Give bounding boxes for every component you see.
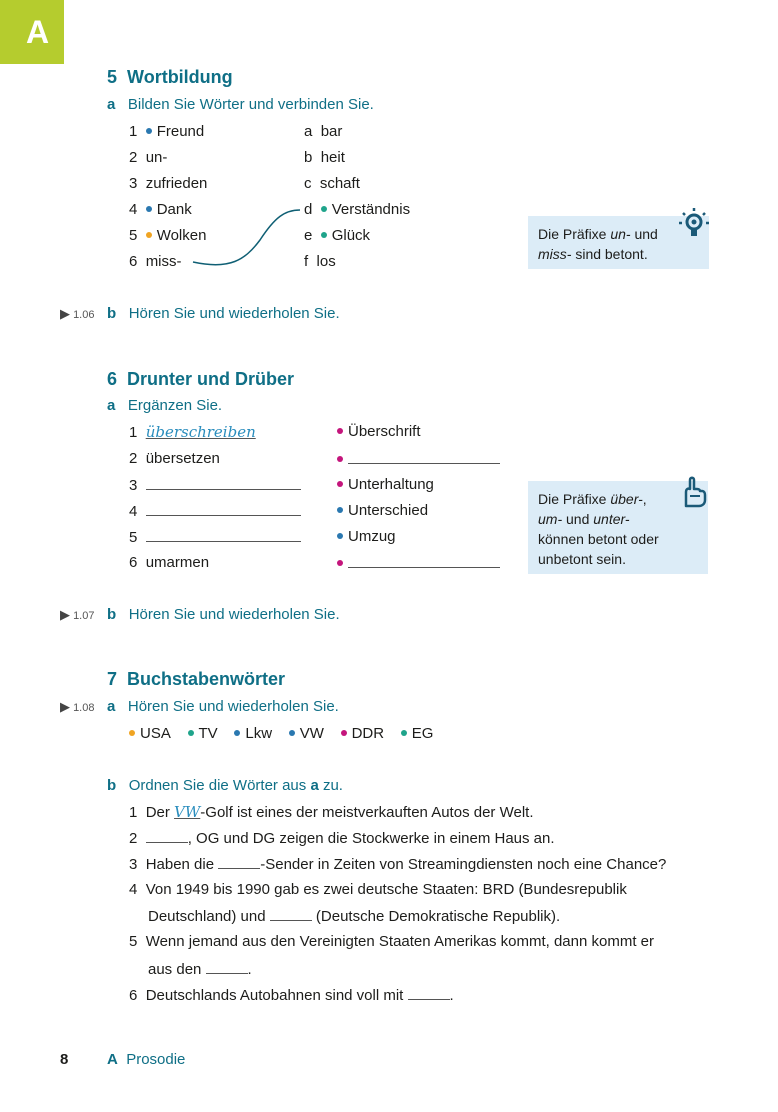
blank-line[interactable] (146, 829, 188, 843)
blue-dot-icon (146, 206, 152, 212)
list-item (129, 554, 209, 571)
sentence-text: aus den (148, 961, 206, 978)
sentence-text: Der (145, 804, 175, 821)
blank-line[interactable] (146, 528, 301, 542)
magenta-dot-icon (341, 730, 347, 736)
blank-line[interactable] (146, 502, 301, 516)
item-text: übersetzen (145, 450, 220, 467)
sentence-item (129, 881, 627, 898)
pointing-hand-icon (680, 474, 708, 508)
magenta-dot-icon (337, 428, 343, 434)
exercise-label: b (107, 606, 117, 623)
item-text: los (316, 253, 336, 270)
blue-dot-icon (234, 730, 240, 736)
section-6-number: 6 (107, 369, 118, 389)
sentence-continuation (148, 960, 252, 978)
list-item (337, 476, 434, 493)
word-item (129, 725, 171, 742)
abbreviation-word-list (129, 725, 433, 742)
section-5-title (107, 67, 233, 88)
handwritten-answer: VW (174, 803, 201, 821)
item-text: Glück (331, 227, 371, 244)
track-number: 1.08 (73, 702, 95, 714)
list-item (129, 528, 301, 546)
magenta-dot-icon (337, 456, 343, 462)
word-text: USA (140, 725, 171, 742)
audio-track-1-06[interactable] (60, 305, 94, 322)
item-number: 5 (129, 933, 138, 950)
list-item (129, 502, 301, 520)
list-item (129, 423, 256, 441)
item-number: 4 (129, 201, 138, 218)
chapter-tab (0, 0, 64, 64)
item-text: Überschrift (348, 423, 421, 440)
item-number: 3 (129, 477, 138, 494)
item-number: 1 (129, 424, 138, 441)
tip-italic: um- (538, 511, 563, 527)
word-text: EG (411, 725, 434, 742)
teal-dot-icon (188, 730, 194, 736)
sentence-text: Wenn jemand aus den Vereinigten Staaten Amerikas kommt, dann kommt er (145, 933, 655, 950)
teal-dot-icon (401, 730, 407, 736)
blank-line[interactable] (348, 554, 500, 568)
word-item (188, 725, 218, 742)
word-item (289, 725, 324, 742)
list-item (337, 554, 500, 572)
sentence-text: Von 1949 bis 1990 gab es zwei deutsche Staaten: BRD (Bundesrepublik (145, 881, 627, 898)
list-item (337, 450, 500, 468)
footer-chapter (107, 1051, 185, 1068)
item-number: 1 (129, 123, 138, 140)
teal-dot-icon (321, 232, 327, 238)
item-number: 3 (129, 856, 138, 873)
item-text: schaft (319, 175, 360, 192)
magenta-dot-icon (337, 481, 343, 487)
sentence-item (129, 829, 555, 847)
word-item (234, 725, 272, 742)
audio-track-1-08[interactable] (60, 698, 94, 715)
blank-line[interactable] (270, 907, 312, 921)
tip-text: sind betont. (571, 246, 648, 262)
item-text: heit (320, 149, 345, 166)
handwritten-answer: überschreiben (145, 423, 256, 441)
blue-dot-icon (337, 533, 343, 539)
exercise-7a-instruction (107, 698, 339, 715)
blank-line[interactable] (146, 476, 301, 490)
section-7-title (107, 669, 285, 690)
track-number: 1.06 (73, 309, 95, 321)
tip-text: und (630, 226, 658, 242)
orange-dot-icon (129, 730, 135, 736)
tip-text: , (642, 491, 647, 507)
tip-italic: unter- (593, 511, 630, 527)
blank-line[interactable] (408, 986, 450, 1000)
chapter-letter: A (26, 14, 50, 50)
magenta-dot-icon (337, 560, 343, 566)
item-letter: c (304, 175, 312, 192)
tip-italic: über- (610, 491, 643, 507)
sentence-continuation (148, 907, 560, 925)
section-7-heading: Buchstabenwörter (127, 669, 286, 689)
item-letter: b (304, 149, 313, 166)
item-letter: d (304, 201, 313, 218)
list-item (304, 149, 345, 166)
tip-text: unbetont sein. (538, 551, 626, 567)
word-text: TV (198, 725, 218, 742)
audio-track-1-07[interactable] (60, 606, 94, 623)
section-5-heading: Wortbildung (127, 67, 233, 87)
list-item (129, 450, 220, 467)
section-5-number: 5 (107, 67, 118, 87)
exercise-label: b (107, 777, 117, 794)
item-text: umarmen (145, 554, 210, 571)
exercise-label: a (107, 397, 116, 414)
tip-text: können betont oder (538, 531, 659, 547)
exercise-label: a (107, 96, 116, 113)
item-text: Wolken (156, 227, 207, 244)
list-item (304, 201, 410, 218)
sentence-item (129, 986, 454, 1004)
tip-italic: un- (610, 226, 631, 242)
list-item (304, 123, 342, 140)
item-text: Umzug (348, 528, 396, 545)
tip-italic: miss- (538, 246, 572, 262)
item-letter: a (304, 123, 313, 140)
exercise-7b-instruction (107, 777, 343, 794)
list-item (304, 227, 370, 244)
exercise-6b-instruction (107, 606, 340, 623)
word-item (341, 725, 385, 742)
footer-chapter-title: Prosodie (126, 1051, 186, 1068)
instruction-text: Hören Sie und wiederholen Sie. (127, 698, 339, 715)
lightbulb-icon (678, 207, 710, 241)
list-item (129, 175, 207, 192)
item-number: 2 (129, 450, 138, 467)
blank-line[interactable] (348, 450, 500, 464)
instruction-text: zu. (318, 777, 343, 794)
sentence-text: . (247, 961, 252, 978)
blank-line[interactable] (206, 960, 248, 974)
section-7-number: 7 (107, 669, 118, 689)
item-text: Unterschied (348, 502, 429, 519)
blue-dot-icon (337, 507, 343, 513)
instruction-text: Ordnen Sie die Wörter aus (128, 777, 311, 794)
instruction-text: Bilden Sie Wörter und verbinden Sie. (127, 96, 374, 113)
item-text: miss- (145, 253, 182, 270)
item-text: Dank (156, 201, 192, 218)
word-text: VW (299, 725, 324, 742)
sentence-text: -Sender in Zeiten von Streamingdiensten noch eine Chance? (260, 856, 667, 873)
track-number: 1.07 (73, 610, 95, 622)
sentence-item (129, 933, 654, 950)
list-item (337, 423, 421, 440)
play-icon[interactable]: ▶ (60, 607, 70, 622)
item-number: 6 (129, 554, 138, 571)
tip-text: Die Präfixe (538, 491, 611, 507)
item-number: 2 (129, 830, 138, 847)
sentence-text: Haben die (145, 856, 219, 873)
tip-text: Die Präfixe (538, 226, 611, 242)
section-6-title (107, 369, 294, 390)
connector-line (190, 205, 313, 270)
sentence-text: Deutschland) und (148, 908, 270, 925)
item-number: 6 (129, 987, 138, 1004)
item-number: 4 (129, 503, 138, 520)
blue-dot-icon (289, 730, 295, 736)
item-letter: e (304, 227, 313, 244)
item-letter: f (304, 253, 309, 270)
list-item (129, 149, 167, 166)
item-number: 4 (129, 881, 138, 898)
sentence-item (129, 855, 666, 873)
list-item (304, 175, 360, 192)
list-item (129, 253, 182, 270)
item-number: 1 (129, 804, 138, 821)
page-number: 8 (60, 1051, 69, 1068)
sentence-text: . (449, 987, 454, 1004)
exercise-label: a (107, 698, 116, 715)
item-text: bar (320, 123, 343, 140)
blue-dot-icon (146, 128, 152, 134)
item-text: Unterhaltung (348, 476, 434, 493)
item-text: Freund (156, 123, 205, 140)
list-item (129, 476, 301, 494)
exercise-5b-instruction (107, 305, 340, 322)
sentence-text: -Golf ist eines der meistverkauften Autos der Welt. (200, 804, 534, 821)
sentence-item (129, 803, 533, 821)
item-number: 5 (129, 529, 138, 546)
item-text: Verständnis (331, 201, 411, 218)
footer-chapter-letter: A (107, 1051, 118, 1068)
item-text: zufrieden (145, 175, 208, 192)
exercise-5a-instruction (107, 96, 374, 113)
instruction-text: Ergänzen Sie. (127, 397, 223, 414)
item-number: 6 (129, 253, 138, 270)
section-6-heading: Drunter und Drüber (127, 369, 295, 389)
sentence-text: (Deutsche Demokratische Republik). (311, 908, 561, 925)
list-item (129, 201, 192, 218)
instruction-bold: a (310, 777, 319, 794)
item-text: un- (145, 149, 168, 166)
item-number: 2 (129, 149, 138, 166)
play-icon[interactable]: ▶ (60, 699, 70, 714)
play-icon[interactable]: ▶ (60, 306, 70, 321)
word-text: Lkw (245, 725, 273, 742)
item-number: 5 (129, 227, 138, 244)
tip-text: und (562, 511, 594, 527)
sentence-text: Deutschlands Autobahnen sind voll mit (145, 987, 408, 1004)
list-item (337, 502, 428, 519)
word-item (401, 725, 434, 742)
blank-line[interactable] (218, 855, 260, 869)
exercise-6a-instruction (107, 397, 222, 414)
list-item (337, 528, 396, 545)
instruction-text: Hören Sie und wiederholen Sie. (128, 606, 340, 623)
instruction-text: Hören Sie und wiederholen Sie. (128, 305, 340, 322)
word-text: DDR (351, 725, 385, 742)
item-number: 3 (129, 175, 138, 192)
orange-dot-icon (146, 232, 152, 238)
sentence-text: , OG und DG zeigen die Stockwerke in einem Haus an. (187, 830, 555, 847)
teal-dot-icon (321, 206, 327, 212)
list-item (129, 123, 204, 140)
exercise-label: b (107, 305, 117, 322)
